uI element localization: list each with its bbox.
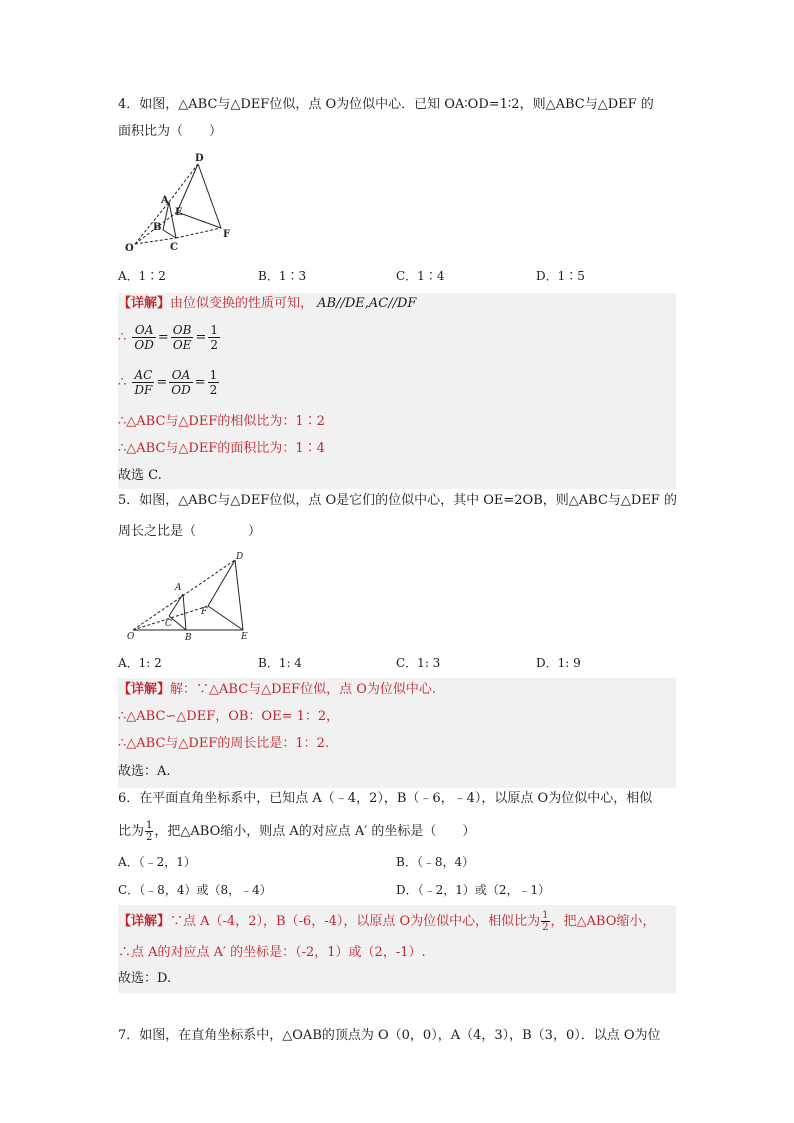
q5-label-D: D [236,552,244,562]
q5-detail-box [118,678,676,788]
q4-option-c: C．1∶4 [396,269,445,283]
q6-option-d: D．（﹣2，1）或（2，﹣1） [396,883,551,897]
q5-option-b: B．1: 4 [258,656,302,670]
q4-label-F: F [223,229,231,240]
q4-detail-text: 由位似变换的性质可知， [170,296,314,311]
q5-detail-line3: ∴△ABC与△DEF的周长比是：1：2. [118,736,330,751]
q4-option-b: B．1∶3 [258,269,307,283]
q4-detail-tag: 【详解】 [118,296,171,311]
q6-option-a: A．（﹣2，1） [118,855,196,869]
q4-detail-math: AB//DE,AC//DF [317,296,417,311]
q6-detail-fraction: $\frac{1}{2}$ [542,910,549,933]
q4-ratio-line2: ∴ $\frac{AC}{DF}$ = $\frac{OA}{OD}$ = $\frac{1}{2}$ [118,368,218,397]
q5-label-O: O [127,632,135,642]
q5-detail-line1: 【详解】解：∵△ABC与△DEF位似，点 O为位似中心. [118,682,436,697]
q5-stem-line1: 5．如图，△ABC与△DEF位似，点 O是它们的位似中心，其中 OE=2OB，则△ABC与△DEF 的 [118,493,677,508]
q4-detail-line1 [118,294,416,314]
q4-option-a: A．1∶2 [118,269,166,283]
q4-option-d: D．1∶5 [536,269,585,283]
q6-detail-box [118,905,676,993]
q6-detail-tag: 【详解】 [118,914,171,929]
q4-stem-line1: 4．如图，△ABC与△DEF位似，点 O为位似中心．已知 OA∶OD=1∶2，则△ABC与△DEF 的 [118,97,654,112]
q4-label-B: B [153,222,162,233]
q4-figure [123,150,248,255]
q4-frac-ac-df: $\frac{AC}{DF}$ [134,368,153,397]
q4-label-E: E [175,207,183,218]
q5-label-B: B [185,633,192,643]
q4-frac-half-2: $\frac{1}{2}$ [209,368,218,397]
q5-stem-line2: 周长之比是（ ） [118,524,262,539]
q7-stem-line1: 7．如图，在直角坐标系中，△OAB的顶点为 O（0，0），A（4，3），B（3，0）．以点 O为位 [118,1028,661,1043]
q6-answer: 故选：D. [118,971,172,986]
q5-label-E: E [241,632,248,642]
q5-option-d: D．1: 9 [536,656,581,670]
q4-area-ratio: ∴△ABC与△DEF的面积比为：1∶4 [118,441,325,456]
q5-option-c: C．1: 3 [396,656,441,670]
q5-option-a: A．1: 2 [118,656,162,670]
q5-label-A: A [175,583,182,593]
q5-label-F: F [201,607,208,617]
q4-frac-oa-od-2: $\frac{OA}{OD}$ [171,368,191,397]
q4-label-C: C [170,242,178,253]
q5-label-C: C [165,619,172,629]
q6-stem-line1: 6．在平面直角坐标系中，已知点 A（﹣4，2），B（﹣6，﹣4），以原点 O为位似中心，相似 [118,791,653,806]
q6-ratio-fraction: $\frac{1}{2}$ [146,820,153,843]
q4-similarity-ratio: ∴△ABC与△DEF的相似比为：1∶2 [118,414,325,429]
q6-option-b: B．（﹣8，4） [396,855,475,869]
q5-figure [123,550,258,645]
q4-frac-oa-od: $\frac{OA}{OD}$ [134,323,154,352]
q4-detail-box [118,293,676,489]
q5-answer: 故选：A. [118,764,171,779]
q4-frac-half: $\frac{1}{2}$ [210,323,218,352]
q4-label-A: A [161,195,169,206]
q5-detail-tag: 【详解】 [118,682,171,697]
q6-option-c: C．（﹣8，4）或（8，﹣4） [118,883,272,897]
q4-label-O: O [125,243,134,254]
q5-detail-line2: ∴△ABC∽△DEF，OB：OE= 1：2， [118,709,340,724]
q4-stem-line2: 面积比为（ ） [118,124,223,139]
q4-answer: 故选 C. [118,468,162,483]
q4-frac-ob-oe: $\frac{OB}{OE}$ [172,323,192,352]
q6-stem-line2: 比为 $\frac{1}{2}$ ，把△ABO缩小，则点 A的对应点 A′ 的坐标是（ ） [118,820,476,843]
q4-ratio-line1: ∴ $\frac{OA}{OD}$ = $\frac{OB}{OE}$ = $\frac{1}{2}$ [118,323,218,352]
q6-detail-line2: ∴点 A的对应点 A′ 的坐标是：（-2，1）或（2，-1）. [118,945,426,960]
q6-detail-line1: 【详解】∵点 A（-4，2），B（-6，-4），以原点 O为位似中心，相似比为 $\frac{1}{2}$ ，把△ABO缩小， [118,910,656,933]
q4-label-D: D [195,153,204,164]
